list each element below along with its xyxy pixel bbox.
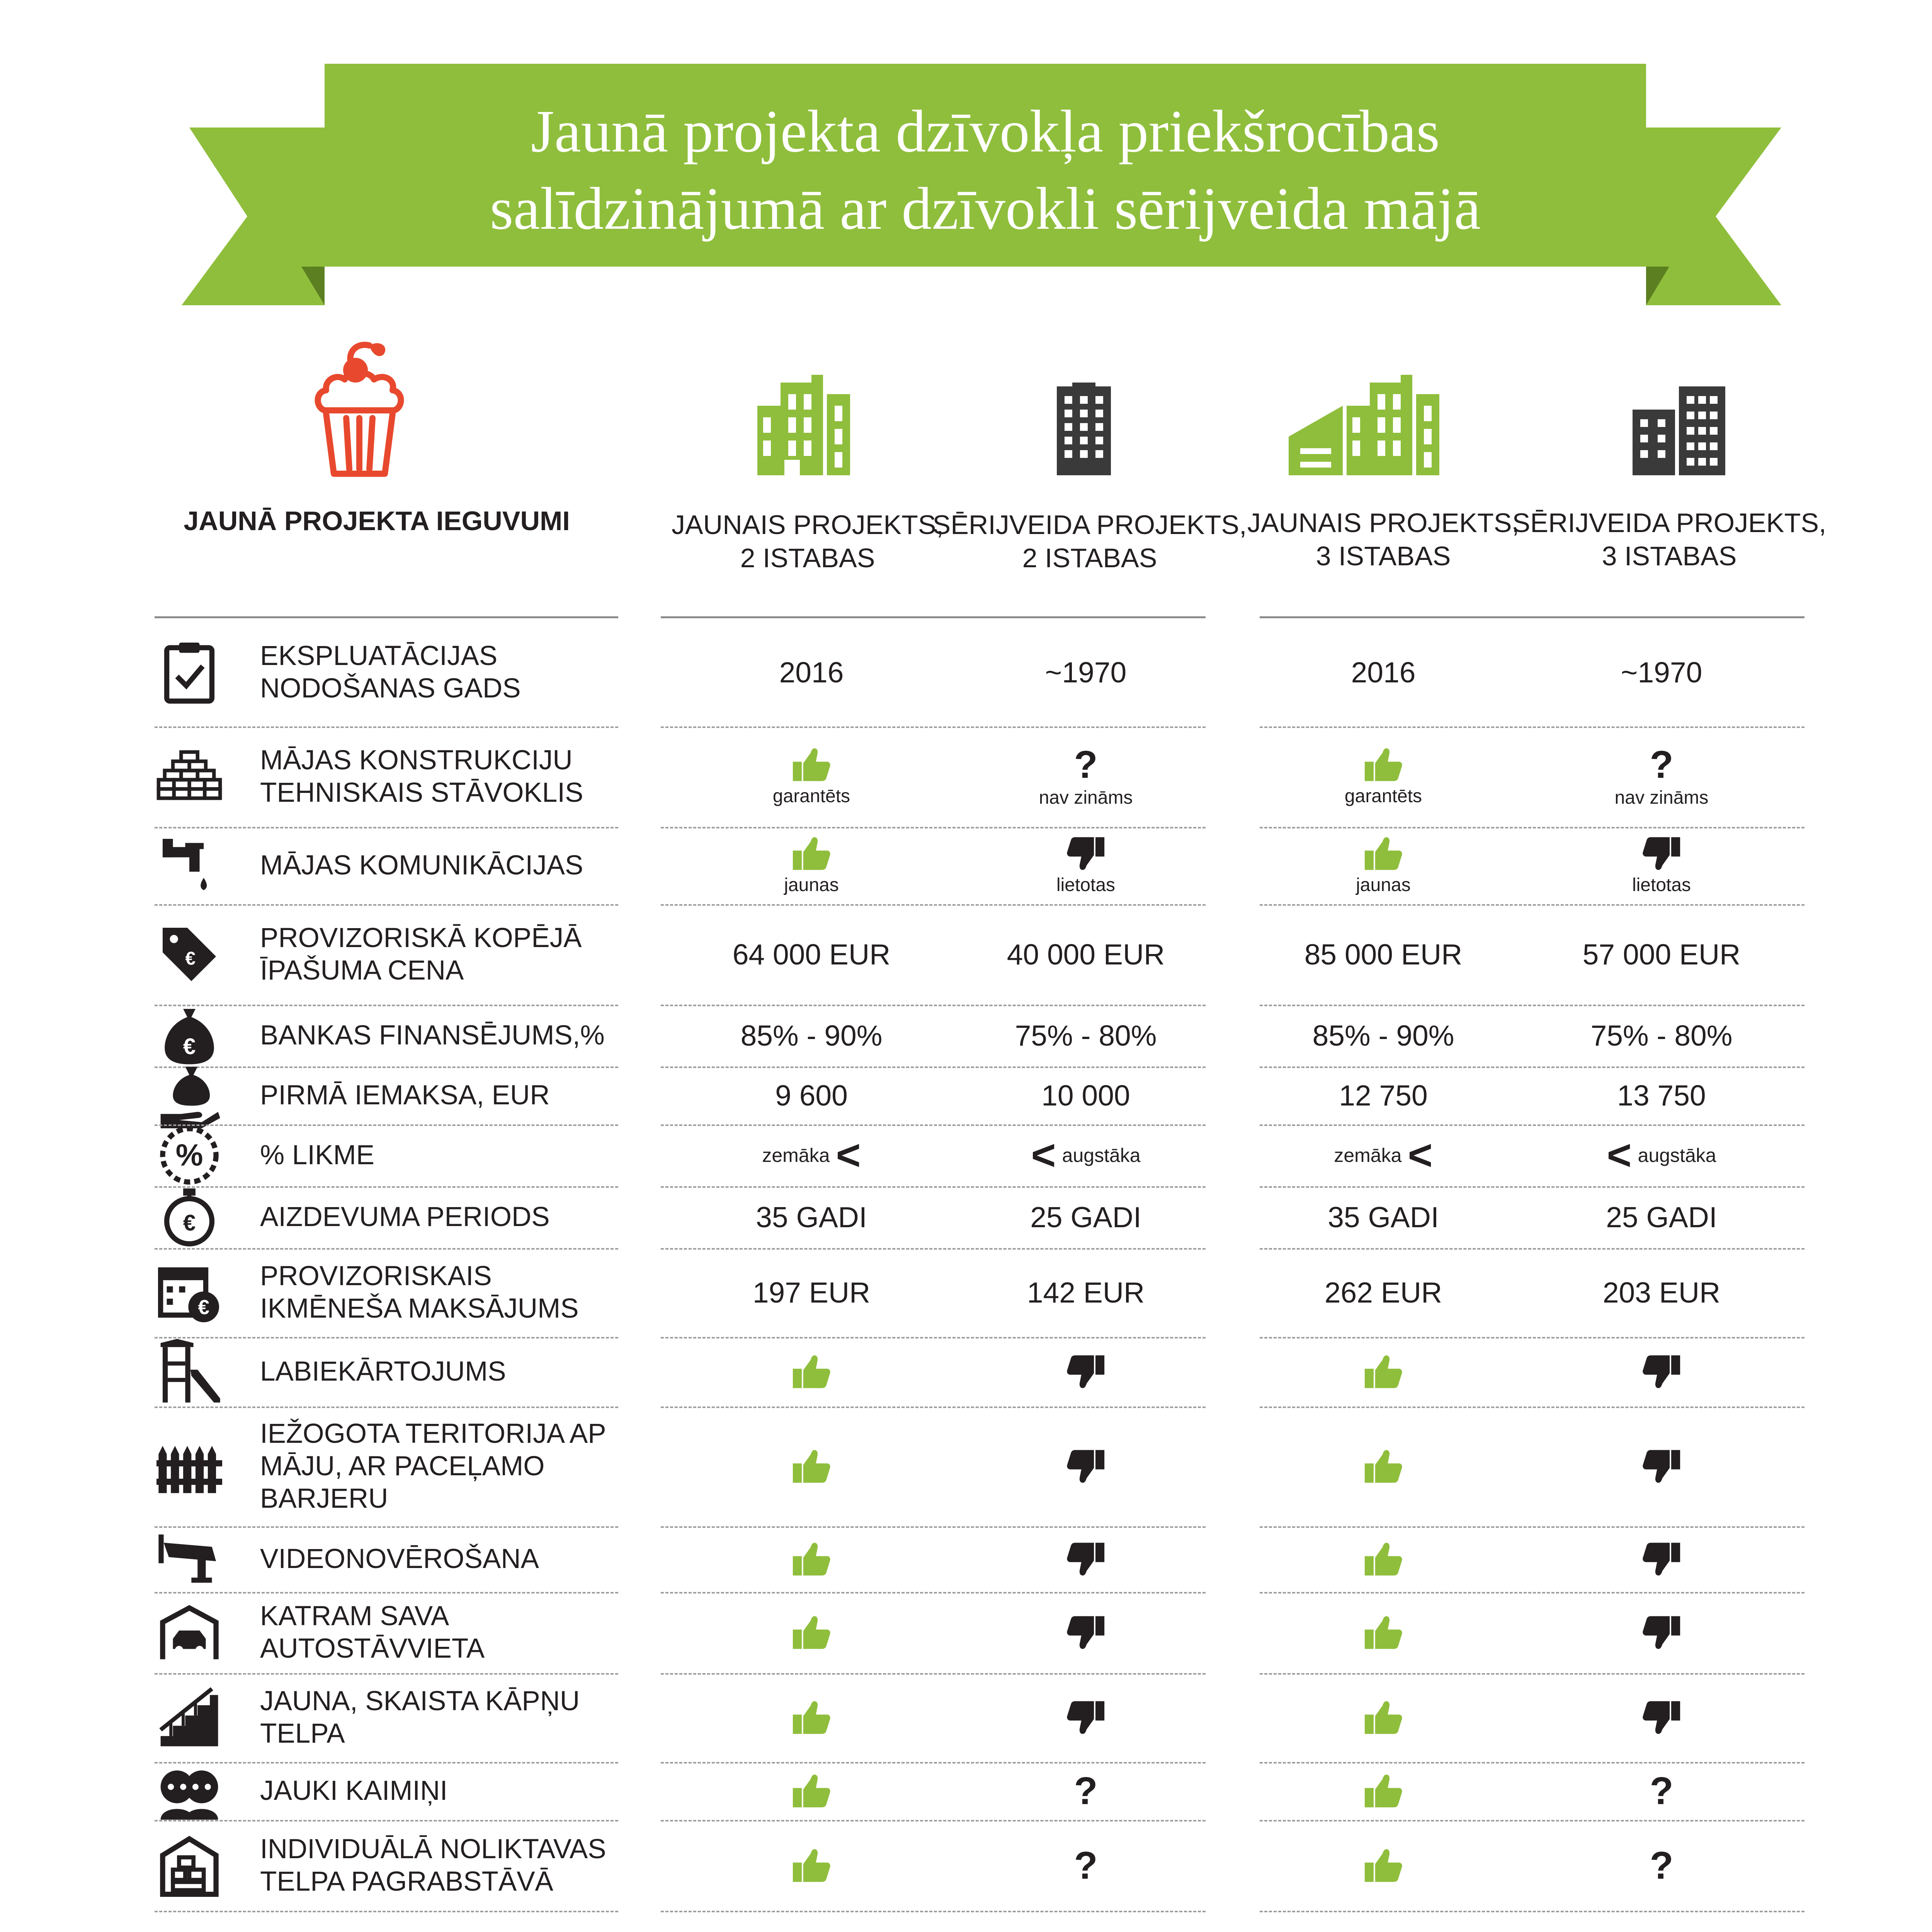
cell-col-2 (951, 1128, 1221, 1183)
cell-value: 64 000 EUR (732, 938, 891, 971)
cell-col-4 (1526, 1529, 1797, 1589)
thumbs-up-icon (1363, 1847, 1403, 1884)
row-icon-slot (155, 1061, 224, 1130)
row-icon-slot (155, 1258, 224, 1327)
cell-col-4 (1526, 730, 1797, 824)
cell-value: ~1970 (1621, 656, 1702, 689)
header-col-2-line-2: 2 ISTABAS (1022, 543, 1157, 573)
svg-text:€: € (198, 1296, 209, 1319)
cell-value: 2016 (779, 656, 844, 689)
row-divider (661, 904, 1206, 906)
header-col-3-line-2: 3 ISTABAS (1316, 541, 1451, 571)
cell-value: 75% - 80% (1590, 1019, 1733, 1052)
cell-col-2 (951, 1340, 1221, 1403)
thumbs-down-icon (1066, 1353, 1106, 1390)
row-divider (155, 1337, 618, 1338)
cell-col-4 (1526, 1914, 1797, 1932)
row-icon-slot (155, 831, 224, 900)
row-divider (661, 1124, 1206, 1126)
rate-comparison-word: zemāka (762, 1145, 830, 1166)
cell-value: 262 EUR (1324, 1276, 1442, 1309)
cell-value: 2016 (1351, 656, 1416, 689)
cell-note: jaunas (784, 875, 839, 895)
row-icon-slot (155, 638, 224, 707)
cell-col-4 (1526, 1189, 1797, 1245)
cell-note: garantēts (1344, 786, 1422, 806)
cell-note: nav zināms (1039, 787, 1133, 808)
cell-col-2 (951, 1595, 1221, 1670)
cell-value: 25 GADI (1030, 1201, 1141, 1233)
cell-col-3 (1248, 621, 1519, 723)
svg-text:%: % (175, 1138, 203, 1172)
row-label: IEŽOGOTA TERITORIJA AP MĀJU, AR PACEĻAMO BARJERU (260, 1418, 606, 1514)
cell-col-2 (951, 830, 1221, 901)
calendar-euro-icon (156, 1260, 222, 1325)
row-icon-slot (155, 1756, 224, 1826)
thumbs-up-icon (1363, 1353, 1403, 1390)
cell-col-1 (676, 1340, 947, 1403)
cell-col-4 (1526, 1595, 1797, 1670)
modern-building-icon (753, 371, 858, 475)
cell-col-2 (951, 1914, 1221, 1932)
svg-text:€: € (183, 1034, 196, 1059)
row-icon-slot (155, 1337, 224, 1406)
cell-col-3 (1248, 730, 1519, 824)
cell-col-2 (951, 907, 1221, 1002)
cell-col-4 (1526, 1340, 1797, 1403)
cell-col-4 (1526, 1251, 1797, 1334)
row-divider (155, 1673, 618, 1675)
header-separator-benefits (155, 616, 618, 618)
row-divider (661, 827, 1206, 828)
question-mark-icon: ? (1074, 1769, 1098, 1813)
header-col-2-line-1: SĒRIJVEIDA PROJEKTS, (932, 510, 1247, 540)
cell-value: 12 750 (1339, 1079, 1428, 1112)
cell-value: 25 GADI (1606, 1201, 1717, 1233)
row-icon-slot (155, 1432, 224, 1501)
cell-col-4 (1526, 1128, 1797, 1183)
row-divider (155, 1186, 618, 1188)
row-icon-slot (155, 1598, 224, 1667)
row-label: MĀJAS KOMUNIKĀCIJAS (260, 850, 583, 881)
row-divider (1260, 726, 1804, 728)
cell-col-3 (1248, 1340, 1519, 1403)
row-divider (1260, 1066, 1804, 1068)
row-divider (661, 1005, 1206, 1006)
thumbs-down-icon (1066, 1699, 1106, 1736)
cell-col-3 (1248, 1914, 1519, 1932)
row-divider (1260, 1592, 1804, 1594)
cell-note: lietotas (1632, 875, 1691, 895)
cell-col-2 (951, 1765, 1221, 1817)
rate-comparison-word: zemāka (1334, 1145, 1402, 1166)
less-than-sign: < (1607, 1131, 1632, 1179)
cell-note: garantēts (772, 786, 850, 806)
cell-col-1 (676, 730, 947, 824)
money-hand-icon (156, 1063, 222, 1128)
cell-col-4 (1526, 1676, 1797, 1759)
cell-value: 85% - 90% (740, 1019, 883, 1052)
cell-value: ~1970 (1045, 656, 1127, 689)
cell-value: 40 000 EUR (1007, 938, 1165, 971)
cell-col-3 (1248, 1595, 1519, 1670)
cell-col-1 (676, 1529, 947, 1589)
thumbs-up-icon (1363, 1541, 1403, 1578)
cell-col-4 (1526, 621, 1797, 723)
bricks-icon (156, 744, 222, 810)
row-label: PROVIZORISKAIS IKMĒNEŠA MAKSĀJUMS (260, 1261, 579, 1324)
row-divider (661, 1911, 1206, 1912)
cell-col-3 (1248, 1765, 1519, 1817)
cell-col-4 (1526, 830, 1797, 901)
row-divider (661, 1820, 1206, 1821)
header-col-1-line-1: JAUNAIS PROJEKTS, (671, 510, 944, 540)
row-divider (661, 1762, 1206, 1764)
thumbs-up-icon (791, 1614, 832, 1651)
row-divider (155, 1762, 618, 1764)
row-divider (1260, 1526, 1804, 1528)
cell-value: 10 000 (1041, 1079, 1130, 1112)
cell-col-3 (1248, 830, 1519, 901)
cell-col-3 (1248, 1070, 1519, 1121)
thumbs-down-icon (1641, 1353, 1682, 1390)
row-divider (661, 1248, 1206, 1250)
row-icon-slot (155, 920, 224, 989)
header-col-4-line-2: 3 ISTABAS (1602, 541, 1737, 571)
stopwatch-icon (156, 1184, 222, 1250)
thumbs-up-icon (791, 1847, 832, 1884)
percent-badge-icon (156, 1122, 222, 1188)
header-col-4-line-1: SĒRIJVEIDA PROJEKTS, (1512, 508, 1827, 538)
cell-col-4 (1526, 1070, 1797, 1121)
neighbors-icon (156, 1758, 222, 1824)
row-label: PROVIZORISKĀ KOPĒJĀ ĪPAŠUMA CENA (260, 923, 582, 986)
fence-icon (156, 1434, 222, 1499)
cell-col-1 (676, 830, 947, 901)
page-title-line-2: salīdzinājumā ar dzīvokli sērijveida mājā (490, 175, 1481, 242)
thumbs-down-icon (1641, 1448, 1682, 1485)
question-mark-icon: ? (1650, 743, 1673, 786)
row-label: AIZDEVUMA PERIODS (260, 1202, 550, 1232)
row-divider (1260, 1673, 1804, 1675)
cell-value: 9 600 (775, 1079, 848, 1112)
row-divider (661, 1526, 1206, 1528)
cell-value: 35 GADI (1328, 1201, 1439, 1233)
cell-col-1 (676, 1914, 947, 1932)
row-icon-slot (155, 1121, 224, 1190)
row-label: PIRMĀ IEMAKSA, EUR (260, 1080, 550, 1111)
row-icon-slot (155, 1831, 224, 1900)
cell-col-2 (951, 621, 1221, 723)
rate-comparison (1607, 1131, 1716, 1179)
row-divider (155, 726, 618, 728)
header-col-3-line-1: JAUNAIS PROJEKTS, (1247, 508, 1520, 538)
garage-car-icon (156, 1600, 222, 1665)
header-benefits-label: JAUNĀ PROJEKTA IEGUVUMI (184, 506, 570, 536)
cell-col-2 (951, 1823, 1221, 1908)
row-label: JAUNA, SKAISTA KĀPŅU TELPA (260, 1686, 580, 1749)
cell-col-3 (1248, 1128, 1519, 1183)
cell-value: 197 EUR (752, 1276, 871, 1309)
row-divider (155, 1406, 618, 1408)
cell-col-3 (1248, 1008, 1519, 1063)
cell-col-1 (676, 1189, 947, 1245)
svg-text:€: € (183, 1210, 196, 1236)
thumbs-up-icon (791, 1448, 832, 1485)
cctv-camera-icon (156, 1526, 222, 1592)
row-label: JAUKI KAIMIŅI (260, 1776, 448, 1806)
block-building-icon (1049, 383, 1119, 475)
thumbs-up-icon (1363, 1772, 1403, 1810)
cell-col-4 (1526, 1410, 1797, 1523)
row-divider (1260, 1820, 1804, 1821)
row-divider (155, 1005, 618, 1006)
cell-col-1 (676, 621, 947, 723)
playground-icon (156, 1339, 222, 1405)
cell-col-1 (676, 907, 947, 1002)
cell-col-3 (1248, 1251, 1519, 1334)
cell-col-1 (676, 1595, 947, 1670)
cell-col-1 (676, 1008, 947, 1063)
cell-value: 75% - 80% (1015, 1019, 1157, 1052)
row-divider (661, 1406, 1206, 1408)
less-than-sign: < (836, 1131, 861, 1179)
cell-value: 142 EUR (1027, 1276, 1145, 1309)
row-divider (1260, 827, 1804, 828)
thumbs-up-icon (791, 1353, 832, 1390)
cell-col-3 (1248, 1529, 1519, 1589)
rate-comparison-word: augstāka (1062, 1145, 1141, 1166)
rate-comparison (1031, 1131, 1141, 1179)
thumbs-down-icon (1641, 835, 1682, 872)
modern-complex-icon (1289, 371, 1451, 475)
row-divider (1260, 1337, 1804, 1338)
row-divider (661, 1066, 1206, 1068)
cell-col-3 (1248, 1823, 1519, 1908)
cell-value: 35 GADI (756, 1201, 867, 1233)
page-title-line-1: Jaunā projekta dzīvokļa priekšrocības (531, 98, 1440, 165)
row-label: EKSPLUATĀCIJAS NODOŠANAS GADS (260, 641, 521, 704)
cell-value: 57 000 EUR (1582, 938, 1741, 971)
cell-col-4 (1526, 1823, 1797, 1908)
cell-value: 85 000 EUR (1304, 938, 1463, 971)
cell-col-3 (1248, 1676, 1519, 1759)
row-divider (155, 1820, 618, 1821)
cell-col-4 (1526, 1765, 1797, 1817)
row-icon-slot (155, 1182, 224, 1252)
thumbs-up-icon (1363, 746, 1403, 783)
cell-col-3 (1248, 1189, 1519, 1245)
less-than-sign: < (1408, 1131, 1433, 1179)
row-divider (661, 1186, 1206, 1188)
row-divider (1260, 904, 1804, 906)
thumbs-up-icon (791, 1541, 832, 1578)
rate-comparison (1334, 1131, 1433, 1179)
row-divider (661, 1592, 1206, 1594)
cupcake-icon (309, 336, 410, 483)
cell-col-2 (951, 1410, 1221, 1523)
row-icon-slot (155, 1001, 224, 1070)
cell-col-2 (951, 730, 1221, 824)
row-divider (1260, 1248, 1804, 1250)
question-mark-icon: ? (1650, 1844, 1673, 1887)
thumbs-down-icon (1066, 1448, 1106, 1485)
row-label: KATRAM SAVA AUTOSTĀVVIETA (260, 1601, 485, 1664)
stairs-icon (156, 1685, 222, 1750)
cell-col-2 (951, 1251, 1221, 1334)
thumbs-down-icon (1066, 1541, 1106, 1578)
cell-col-4 (1526, 907, 1797, 1002)
header-col-4-label (1495, 506, 1843, 573)
thumbs-up-icon (1363, 1699, 1403, 1736)
question-mark-icon: ? (1074, 743, 1098, 786)
storage-room-icon (156, 1833, 222, 1898)
row-divider (1260, 1005, 1804, 1006)
less-than-sign: < (1031, 1131, 1056, 1179)
rate-comparison-word: augstāka (1638, 1145, 1716, 1166)
row-divider (155, 1124, 618, 1126)
question-mark-icon: ? (1650, 1769, 1673, 1813)
cell-value: 85% - 90% (1312, 1019, 1454, 1052)
thumbs-up-icon (1363, 835, 1403, 872)
thumbs-up-icon (791, 746, 832, 783)
header-separator-3-rooms (1260, 616, 1804, 618)
cell-col-3 (1248, 907, 1519, 1002)
block-complex-icon (1633, 383, 1725, 475)
row-icon-slot (155, 1683, 224, 1752)
thumbs-up-icon (791, 1772, 832, 1810)
cell-col-2 (951, 1189, 1221, 1245)
cell-col-1 (676, 1823, 947, 1908)
row-divider (1260, 1186, 1804, 1188)
cell-value: 203 EUR (1602, 1276, 1721, 1309)
row-divider (155, 1592, 618, 1594)
clipboard-check-icon (156, 639, 222, 705)
money-bag-icon (156, 1003, 222, 1068)
thumbs-up-icon (791, 835, 832, 872)
row-label: MĀJAS KONSTRUKCIJU TEHNISKAIS STĀVOKLIS (260, 745, 583, 808)
row-divider (155, 1248, 618, 1250)
cell-col-3 (1248, 1410, 1519, 1523)
cell-col-1 (676, 1765, 947, 1817)
row-divider (661, 1337, 1206, 1338)
cell-col-1 (676, 1070, 947, 1121)
header-col-1-line-2: 2 ISTABAS (740, 543, 875, 573)
thumbs-down-icon (1641, 1541, 1682, 1578)
thumbs-up-icon (1363, 1614, 1403, 1651)
thumbs-down-icon (1066, 1614, 1106, 1651)
cell-note: nav zināms (1614, 787, 1709, 808)
pipe-icon (156, 833, 222, 898)
thumbs-down-icon (1641, 1614, 1682, 1651)
cell-col-2 (951, 1529, 1221, 1589)
header-separator-2-rooms (661, 616, 1206, 618)
row-label: % LIKME (260, 1140, 374, 1170)
cell-col-4 (1526, 1008, 1797, 1063)
svg-text:€: € (185, 948, 196, 969)
header-col-2-label (923, 508, 1256, 575)
row-divider (155, 827, 618, 828)
thumbs-up-icon (1363, 1448, 1403, 1485)
row-icon-slot (155, 1524, 224, 1594)
thumbs-up-icon (791, 1699, 832, 1736)
row-divider (1260, 1124, 1804, 1126)
question-mark-icon: ? (1074, 1844, 1098, 1887)
cell-col-2 (951, 1070, 1221, 1121)
cell-col-1 (676, 1251, 947, 1334)
rate-comparison (762, 1131, 861, 1179)
row-label: VIDEONOVĒROŠANA (260, 1544, 539, 1574)
price-tag-icon (156, 922, 222, 987)
row-divider (1260, 1762, 1804, 1764)
row-label: INDIVIDUĀLĀ NOLIKTAVAS TELPA PAGRABSTĀVĀ (260, 1833, 606, 1897)
row-divider (1260, 1406, 1804, 1408)
row-label: BANKAS FINANSĒJUMS,% (260, 1020, 605, 1051)
row-label: LABIEKĀRTOJUMS (260, 1356, 506, 1387)
row-divider (155, 904, 618, 906)
cell-note: lietotas (1056, 875, 1116, 895)
thumbs-down-icon (1066, 835, 1106, 872)
cell-col-2 (951, 1008, 1221, 1063)
row-divider (1260, 1911, 1804, 1912)
cell-col-1 (676, 1676, 947, 1759)
row-divider (661, 1673, 1206, 1675)
row-icon-slot (155, 742, 224, 811)
cell-value: 13 750 (1617, 1079, 1706, 1112)
thumbs-down-icon (1641, 1699, 1682, 1736)
row-divider (155, 1911, 618, 1912)
cell-col-2 (951, 1676, 1221, 1759)
row-divider (661, 726, 1206, 728)
cell-col-1 (676, 1128, 947, 1183)
row-divider (155, 1066, 618, 1068)
cell-col-1 (676, 1410, 947, 1523)
cell-note: jaunas (1356, 875, 1411, 895)
row-divider (155, 1526, 618, 1528)
